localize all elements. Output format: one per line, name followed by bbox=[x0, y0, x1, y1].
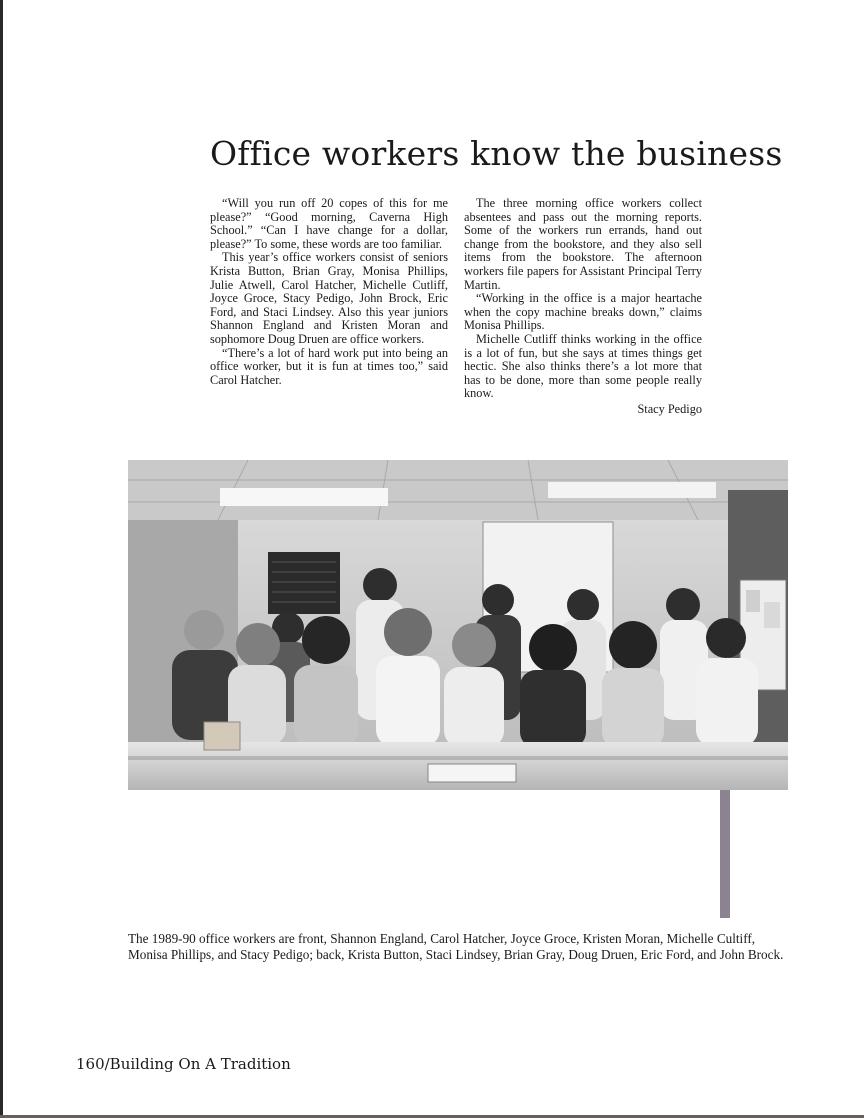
paragraph: This year’s office workers consist of seniors Krista Button, Brian Gray, Monisa Phillips, Julie Atwell, Carol Hatcher, Michelle Cutliff, Joyce Groce, Stacy Pedigo, John Brock, Eric Ford, and Staci Lindsey. Also this year juniors Shannon England and Kristen Moran and sophomore Doug Druen are office workers. bbox=[210, 250, 448, 346]
group-photo-illustration bbox=[128, 460, 788, 918]
paragraph: Michelle Cutliff thinks working in the office is a lot of fun, but she says at times things get hectic. She also thinks there’s a lot more that has to be done, more than some people really know. bbox=[464, 331, 702, 401]
paragraph: The three morning office workers collect absentees and pass out the morning reports. Some of the workers run errands, hand out change from the bookstore, and they also sell items from the bookstore. The afternoon workers file papers for Assistant Principal Terry Martin. bbox=[464, 196, 702, 292]
article-headline: Office workers know the business bbox=[210, 134, 783, 173]
paragraph: “Will you run off 20 copes of this for me please?” “Good morning, Caverna High School.” “Can I have change for a dollar, please?” To some, these words are too familiar. bbox=[210, 196, 448, 251]
article-column-left bbox=[210, 197, 448, 387]
page-edge-left bbox=[0, 0, 3, 1118]
article-byline: Stacy Pedigo bbox=[637, 401, 702, 416]
article-column-right bbox=[464, 197, 702, 417]
photo-caption: The 1989-90 office workers are front, Shannon England, Carol Hatcher, Joyce Groce, Kristen Moran, Michelle Cultiff, Monisa Phillips, and Stacy Pedigo; back, Krista Button, Staci Lindsey, Brian Gray, Doug Druen, Eric Ford, and John Brock. bbox=[128, 931, 784, 962]
paragraph: “Working in the office is a major heartache when the copy machine breaks down,” claims Monisa Phillips. bbox=[464, 291, 702, 333]
page-folio: 160/Building On A Tradition bbox=[76, 1055, 291, 1073]
paragraph: “There’s a lot of hard work put into being an office worker, but it is fun at times too,” said Carol Hatcher. bbox=[210, 345, 448, 387]
group-photo bbox=[128, 460, 788, 918]
